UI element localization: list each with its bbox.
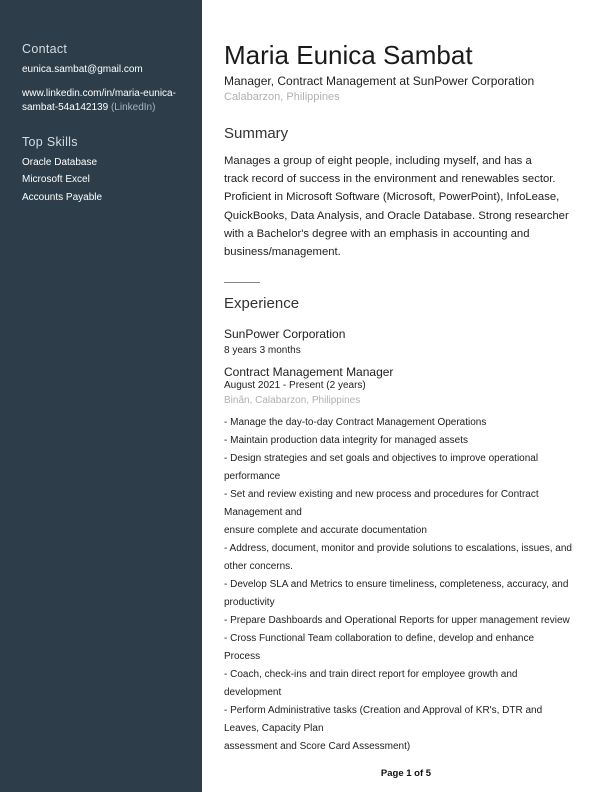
company-duration: 8 years 3 months <box>224 345 301 356</box>
summary-text <box>224 152 596 261</box>
role-location: Binãn, Calabarzon, Philippines <box>224 395 361 406</box>
profile-headline: Manager, Contract Management at SunPower Corporation <box>224 74 535 88</box>
summary-line: Manages a group of eight people, including myself, and has a <box>224 155 532 167</box>
description-line: Process <box>224 651 261 662</box>
summary-line: with a Bachelor's degree with an emphasis in accounting and <box>224 227 530 240</box>
description-line: performance <box>224 471 281 482</box>
linkedin-url-line1: www.linkedin.com/in/maria-eunica- <box>22 88 176 99</box>
sidebar <box>0 0 202 792</box>
description-line: ensure complete and accurate documentation <box>224 525 427 536</box>
linkedin-url-line2: sambat-54a142139 <box>22 102 109 113</box>
summary-line: QuickBooks, Data Analysis, and Oracle Database. Strong researcher <box>224 209 569 222</box>
description-line: assessment and Score Card Assessment) <box>224 741 411 752</box>
contact-linkedin[interactable] <box>22 87 197 115</box>
profile-location: Calabarzon, Philippines <box>224 91 340 103</box>
top-skills-heading: Top Skills <box>22 135 78 149</box>
linkedin-label: (LinkedIn) <box>110 102 156 113</box>
profile-name: Maria Eunica Sambat <box>224 40 473 70</box>
description-line: Leaves, Capacity Plan <box>224 723 324 734</box>
description-line: productivity <box>224 597 275 608</box>
company-name: SunPower Corporation <box>224 327 346 341</box>
section-divider <box>224 282 260 283</box>
description-line: Management and <box>224 507 302 518</box>
summary-line: track record of success in the environment and renewables sector. <box>224 173 556 186</box>
summary-line: business/management. <box>224 246 341 259</box>
role-description <box>224 414 596 756</box>
role-title: Contract Management Manager <box>224 365 394 379</box>
description-line: - Perform Administrative tasks (Creation and Approval of KR's, DTR and <box>224 705 543 716</box>
description-line: - Manage the day-to-day Contract Management Operations <box>224 417 487 428</box>
description-line: - Develop SLA and Metrics to ensure timeliness, completeness, accuracy, and <box>224 579 569 590</box>
experience-heading: Experience <box>224 295 300 312</box>
description-line: other concerns. <box>224 561 293 572</box>
description-line: - Coach, check-ins and train direct report for employee growth and <box>224 669 518 680</box>
contact-heading: Contact <box>22 42 68 56</box>
skill-item: Accounts Payable <box>22 192 103 203</box>
role-dates: August 2021 - Present (2 years) <box>224 380 366 391</box>
description-line: development <box>224 687 282 698</box>
description-line: - Set and review existing and new process and procedures for Contract <box>224 489 539 500</box>
skill-item: Microsoft Excel <box>22 174 90 185</box>
summary-line: Proficient in Microsoft Software (Microsoft, PowerPoint), InfoLease, <box>224 191 560 204</box>
description-line: - Design strategies and set goals and objectives to improve operational <box>224 453 539 464</box>
contact-email[interactable]: eunica.sambat@gmail.com <box>22 64 143 75</box>
description-line: - Cross Functional Team collaboration to define, develop and enhance <box>224 633 535 644</box>
description-line: - Prepare Dashboards and Operational Reports for upper management review <box>224 615 570 626</box>
skill-item: Oracle Database <box>22 157 98 168</box>
summary-heading: Summary <box>224 125 289 142</box>
page-number: Page 1 of 5 <box>380 768 432 779</box>
description-line: - Address, document, monitor and provide solutions to escalations, issues, and <box>224 543 572 554</box>
description-line: - Maintain production data integrity for managed assets <box>224 435 469 446</box>
